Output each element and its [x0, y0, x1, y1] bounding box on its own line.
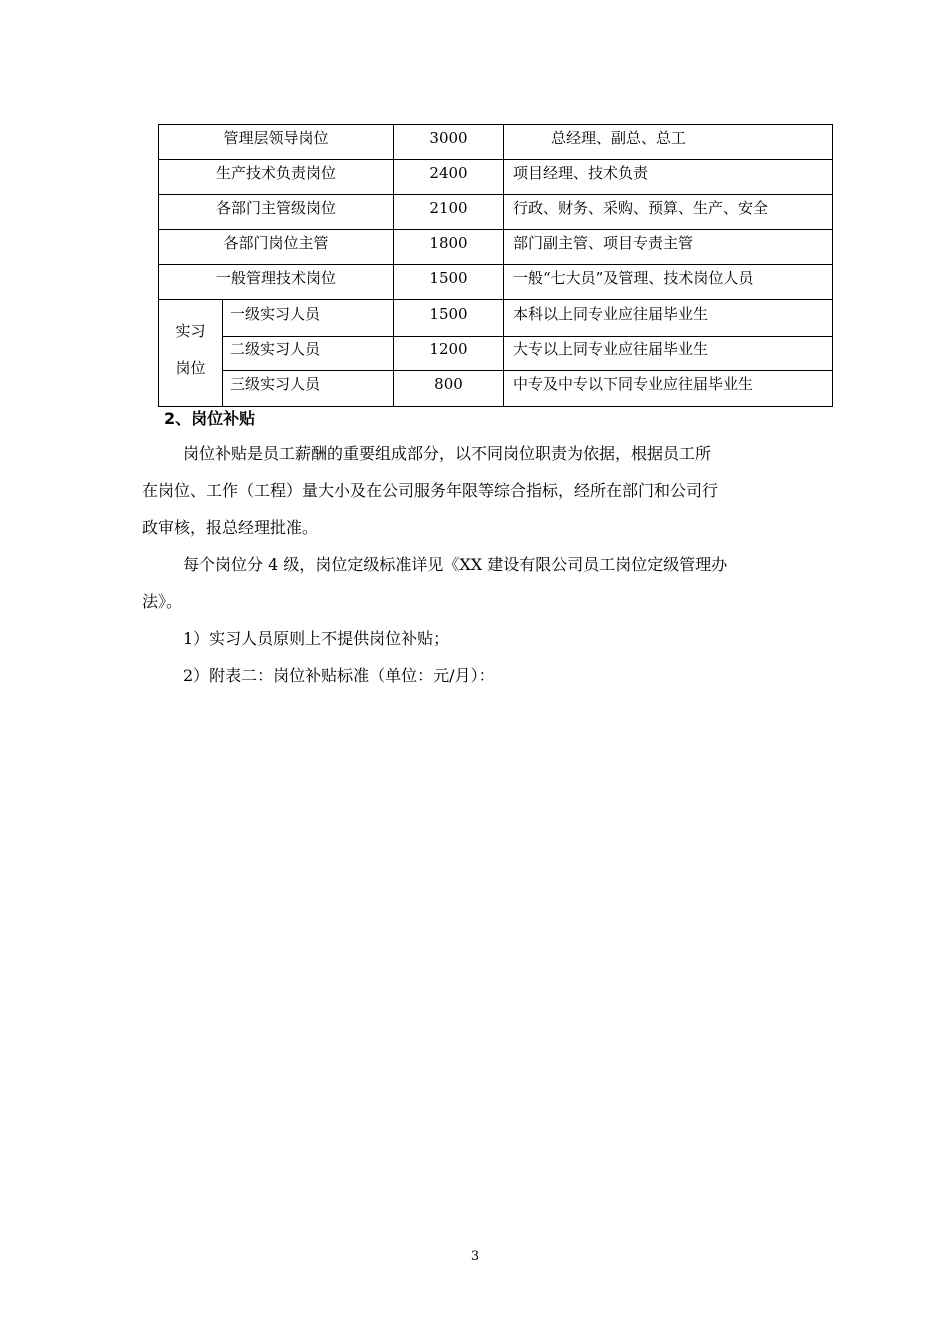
position-cell: 生产技术负责岗位 — [215, 164, 336, 182]
table-border-bottom — [158, 406, 833, 407]
amount-cell: 1500 — [429, 305, 468, 323]
amount-cell: 2100 — [429, 199, 468, 217]
table-rule — [222, 336, 833, 337]
list-item: 2）附表二：岗位补贴标准（单位：元/月）： — [183, 666, 495, 685]
table-rule — [222, 370, 833, 371]
position-cell: 管理层领导岗位 — [223, 129, 329, 147]
amount-cell: 3000 — [429, 129, 468, 147]
table-rule — [158, 159, 833, 160]
scope-cell: 大专以上同专业应往届毕业生 — [513, 340, 709, 358]
table-border-right — [832, 124, 833, 407]
scope-cell: 项目经理、技术负责 — [513, 164, 649, 182]
table-col-divider — [222, 299, 223, 407]
section-heading: 2、岗位补贴 — [164, 409, 256, 428]
amount-cell: 1500 — [429, 269, 468, 287]
paragraph-line: 在岗位、工作（工程）量大小及在公司服务年限等综合指标，经所在部门和公司行 — [142, 481, 719, 500]
position-cell: 各部门岗位主管 — [223, 234, 329, 252]
paragraph-line: 岗位补贴是员工薪酬的重要组成部分，以不同岗位职责为依据，根据员工所 — [183, 444, 712, 463]
paragraph-line: 法》。 — [142, 592, 183, 611]
scope-cell: 总经理、副总、总工 — [551, 129, 687, 147]
intern-group-label-line1: 实习 — [175, 322, 206, 340]
scope-cell: 行政、财务、采购、预算、生产、安全 — [513, 199, 769, 217]
table-border-top — [158, 124, 833, 125]
amount-cell: 800 — [434, 375, 463, 393]
scope-cell: 本科以上同专业应往届毕业生 — [513, 305, 709, 323]
paragraph-line: 每个岗位分 4 级，岗位定级标准详见《XX 建设有限公司员工岗位定级管理办 — [183, 555, 728, 574]
list-item: 1）实习人员原则上不提供岗位补贴； — [183, 629, 450, 648]
page-number: 3 — [470, 1249, 480, 1264]
scope-cell: 一般“七大员”及管理、技术岗位人员 — [513, 269, 754, 287]
table-rule — [158, 264, 833, 265]
amount-cell: 2400 — [429, 164, 468, 182]
scope-cell: 部门副主管、项目专责主管 — [513, 234, 694, 252]
scope-cell: 中专及中专以下同专业应往届毕业生 — [513, 375, 754, 393]
paragraph-line: 政审核，报总经理批准。 — [142, 518, 319, 537]
intern-group-label-line2: 岗位 — [175, 359, 206, 377]
table-rule — [158, 299, 833, 300]
position-cell: 二级实习人员 — [230, 340, 321, 358]
table-rule — [158, 194, 833, 195]
position-cell: 各部门主管级岗位 — [215, 199, 336, 217]
amount-cell: 1800 — [429, 234, 468, 252]
amount-cell: 1200 — [429, 340, 468, 358]
position-cell: 三级实习人员 — [230, 375, 321, 393]
position-cell: 一般管理技术岗位 — [215, 269, 336, 287]
table-col-divider — [503, 124, 504, 407]
position-cell: 一级实习人员 — [230, 305, 321, 323]
table-rule — [158, 229, 833, 230]
